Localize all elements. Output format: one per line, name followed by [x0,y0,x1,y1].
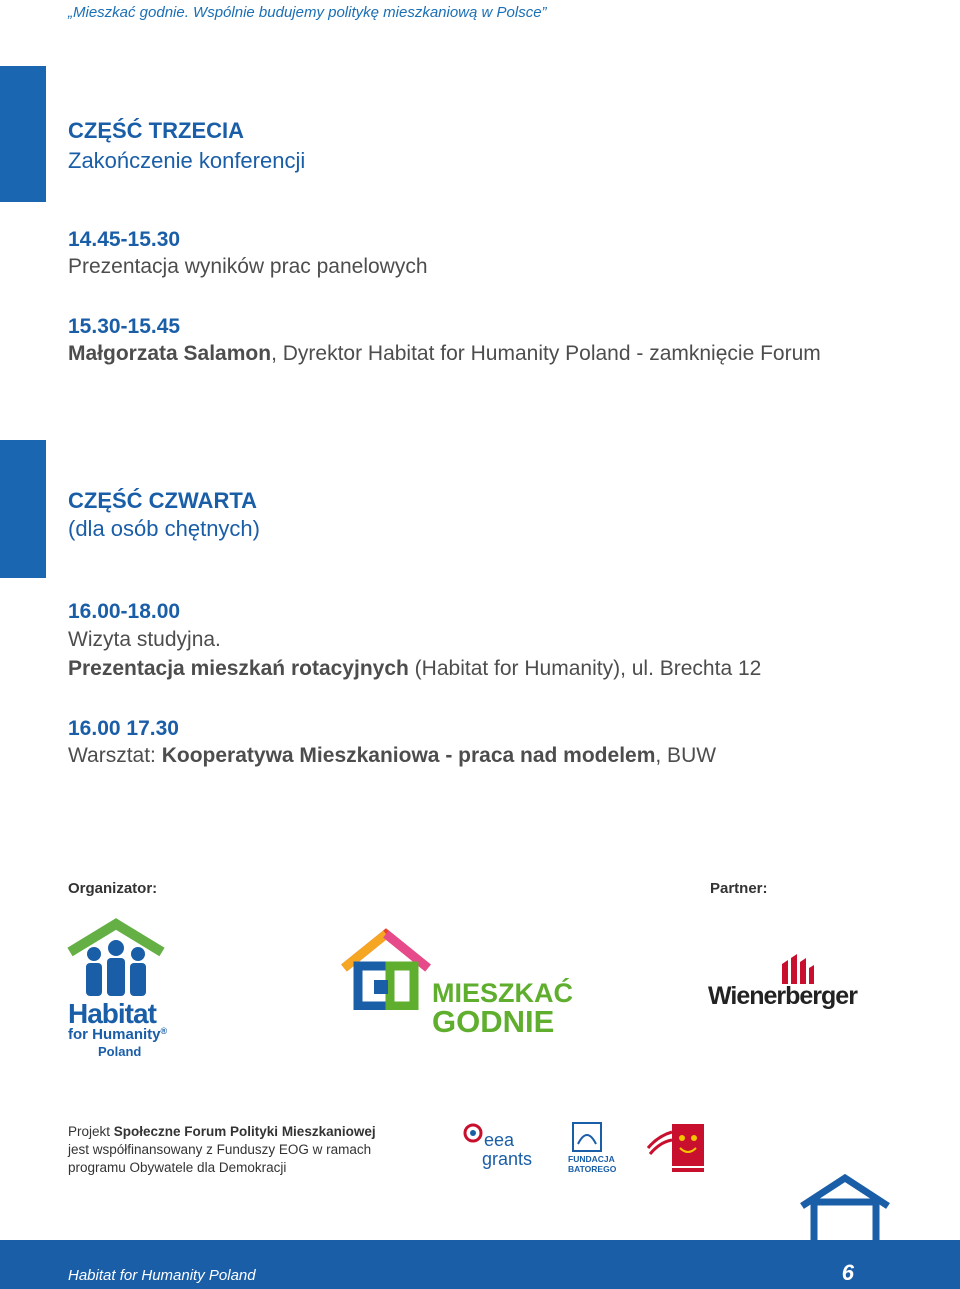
eea-grants-logo [460,1120,540,1175]
workshop-prefix: Warsztat: [68,744,162,767]
page-number: 6 [841,1260,854,1285]
footer-text: Habitat for Humanity Poland [68,1267,256,1284]
fundacja-batorego-logo [566,1120,626,1175]
section-marker-bar [0,440,46,578]
habitat-logo-line2: for Humanity® [68,1026,168,1043]
partner-label: Partner: [710,880,768,897]
partner-mark-logo [644,1118,708,1176]
habitat-house-icon [64,918,168,998]
grants-text: grants [482,1149,533,1169]
eea-text: eea [484,1130,515,1150]
section-title: CZĘŚĆ CZWARTA [68,488,258,513]
habitat-logo [64,918,184,1063]
project-line-2: jest współfinansowany z Funduszy EOG w ramach [68,1142,372,1157]
agenda-text [68,342,821,366]
section-subtitle: Zakończenie konferencji [68,148,306,173]
agenda-time: 14.45-15.30 [68,228,181,251]
wienerberger-logo [708,950,898,1020]
agenda-time: 16.00 17.30 [68,717,179,740]
batory-emblem-icon [572,1122,602,1152]
agenda-text: Prezentacja wyników prac panelowych [68,255,428,278]
visit-details: (Habitat for Humanity), ul. Brechta 12 [408,657,762,680]
mieszkac-logo-line2: GODNIE [432,1004,555,1039]
wienerberger-wordmark: Wienerberger [708,982,857,1010]
habitat-logo-line3: Poland [98,1044,142,1059]
eea-swirl-icon [462,1122,484,1144]
workshop-title: Kooperatywa Mieszkaniowa - praca nad modelem [161,744,656,767]
section-subtitle: (dla osób chętnych) [68,516,260,541]
header-tagline: „Mieszkać godnie. Wspólnie budujemy politykę mieszkaniową w Polsce” [68,4,547,21]
agenda-text: Wizyta studyjna. [68,628,221,651]
section-title: CZĘŚĆ TRZECIA [68,118,244,143]
section-marker-bar [0,66,46,202]
speaker-name: Małgorzata Salamon [68,342,272,365]
project-line-1: Projekt Społeczne Forum Polityki Mieszkaniowej [68,1124,376,1139]
habitat-logo-line1: Habitat [68,998,156,1029]
project-line-3: programu Obywatele dla Demokracji [68,1160,287,1175]
wienerberger-mark-icon [780,950,816,984]
agenda-text [68,744,716,768]
mieszkac-logo-line1: MIESZKAĆ [432,978,573,1008]
agenda-text [68,657,761,681]
flag-wings-icon [644,1118,708,1176]
agenda-time: 15.30-15.45 [68,315,181,338]
mieszkac-godnie-logo [340,928,573,1039]
agenda-time: 16.00-18.00 [68,600,181,623]
visit-title: Prezentacja mieszkań rotacyjnych [68,657,409,680]
organizer-label: Organizator: [68,880,158,897]
workshop-place: , BUW [655,744,717,767]
house-outline-icon [798,1172,892,1244]
batory-text: FUNDACJA BATOREGO [568,1154,617,1174]
rainbow-house-icon [340,928,432,1010]
speaker-role: , Dyrektor Habitat for Humanity Poland - zamknięcie Forum [271,342,821,365]
